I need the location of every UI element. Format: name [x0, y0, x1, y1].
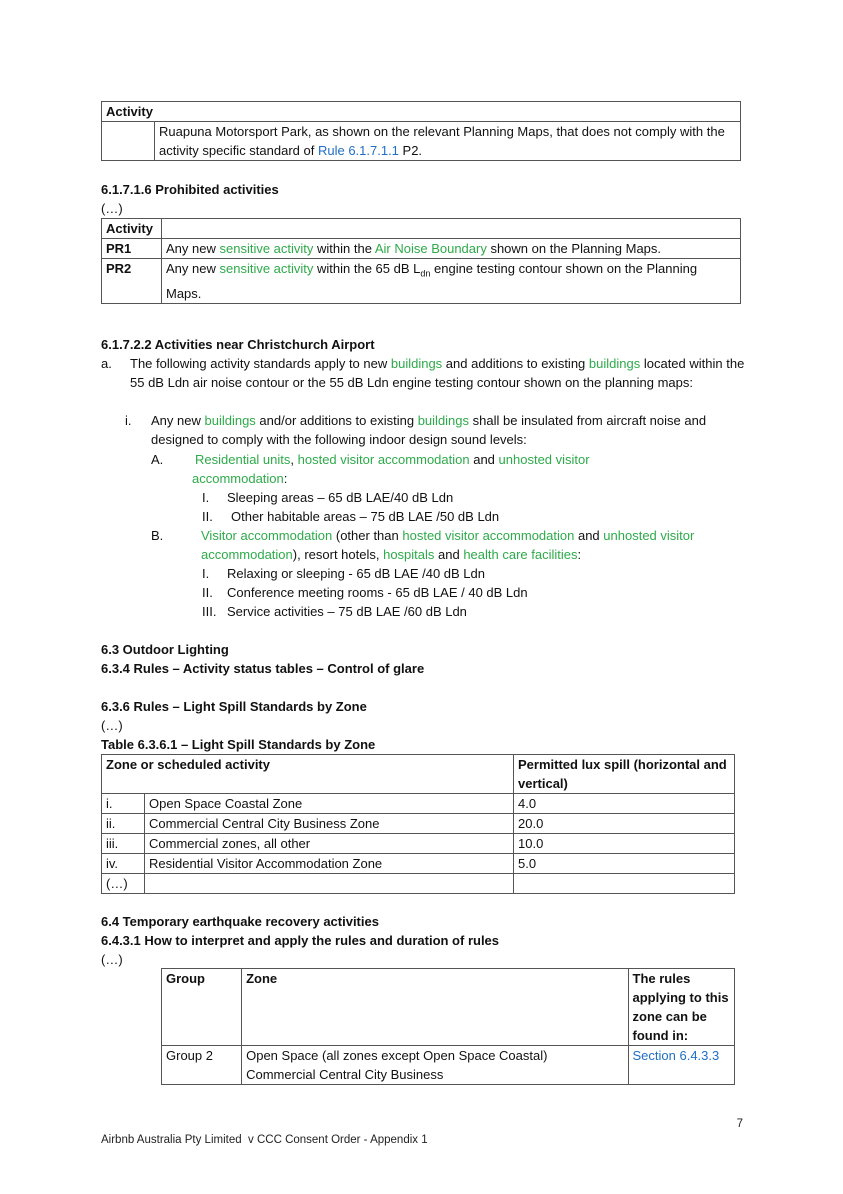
- list-marker: III.: [202, 604, 217, 619]
- paragraph-B: [201, 526, 721, 564]
- defined-term-link[interactable]: hospitals: [383, 547, 435, 562]
- lux-value: 4.0: [514, 794, 735, 814]
- table-row: [102, 122, 741, 161]
- list-item: Sleeping areas – 65 dB LAE/40 dB Ldn: [227, 490, 454, 505]
- table-header-empty: [162, 219, 741, 239]
- text-run: within the: [313, 241, 375, 256]
- defined-term-link[interactable]: hosted visitor accommodation: [297, 452, 470, 467]
- table-title: Table 6.3.6.1 – Light Spill Standards by Zone: [101, 737, 376, 752]
- earthquake-recovery-table: [161, 968, 735, 1085]
- table-cell: [155, 122, 741, 161]
- text-run: shown on the Planning Maps.: [486, 241, 662, 256]
- table-header: The rules applying to this zone can be found in:: [628, 969, 735, 1046]
- paragraph-A: [192, 450, 652, 488]
- lux-value: 10.0: [514, 834, 735, 854]
- defined-term-link[interactable]: sensitive activity: [219, 241, 314, 256]
- section-heading: 6.1.7.2.2 Activities near Christchurch Airport: [101, 337, 375, 352]
- list-marker: I.: [202, 490, 210, 505]
- defined-term-link[interactable]: Air Noise Boundary: [374, 241, 487, 256]
- defined-term-link[interactable]: buildings: [390, 356, 443, 371]
- text-run: engine testing contour shown on the Planning Maps.: [166, 261, 698, 301]
- table-row: [102, 794, 735, 814]
- zone-list: [242, 1046, 628, 1085]
- text-run: and/or additions to existing: [255, 413, 418, 428]
- list-item: Relaxing or sleeping - 65 dB LAE /40 dB Ldn: [227, 566, 486, 581]
- defined-term-link[interactable]: buildings: [588, 356, 641, 371]
- text-run: ), resort hotels,: [292, 547, 384, 562]
- light-spill-table: [101, 754, 735, 894]
- paragraph-i: [151, 411, 751, 449]
- section-heading: 6.4 Temporary earthquake recovery activities: [101, 914, 379, 929]
- zone-name: Open Space Coastal Zone: [145, 794, 514, 814]
- list-marker: II.: [202, 509, 213, 524]
- text-run: :: [283, 471, 288, 486]
- list-marker: A.: [151, 452, 164, 467]
- defined-term-link[interactable]: buildings: [417, 413, 470, 428]
- table-row: [102, 834, 735, 854]
- table-header: Zone: [242, 969, 628, 1046]
- table-header: Activity: [102, 219, 162, 239]
- defined-term-link[interactable]: Residential units: [195, 452, 291, 467]
- defined-term-link[interactable]: buildings: [204, 413, 256, 428]
- text-run: :: [577, 547, 582, 562]
- text-run: located within the 55 dB Ldn air noise contour or the 55 dB Ldn engine testing contour shown on the planning maps:: [130, 356, 745, 390]
- defined-term-link[interactable]: sensitive activity: [219, 261, 314, 276]
- text-run: and: [469, 452, 499, 467]
- table-row: [102, 239, 741, 259]
- section-heading: 6.4.3.1 How to interpret and apply the rules and duration of rules: [101, 933, 500, 948]
- row-number: (…): [102, 874, 145, 894]
- section-heading: 6.3.4 Rules – Activity status tables – Control of glare: [101, 661, 425, 676]
- list-marker: I.: [202, 566, 210, 581]
- rule-text: [162, 259, 741, 304]
- zone-name-empty: [145, 874, 514, 894]
- defined-term-link[interactable]: unhosted visitor accommodation: [192, 452, 590, 486]
- list-marker: B.: [151, 528, 164, 543]
- table-row: [102, 874, 735, 894]
- group-name: Group 2: [162, 1046, 242, 1085]
- zone-line: Commercial Central City Business: [246, 1067, 444, 1082]
- lux-value: 20.0: [514, 814, 735, 834]
- table-cell-empty: [102, 122, 155, 161]
- text-run: shall be insulated from aircraft noise and designed to comply with the following indoor design sound levels:: [151, 413, 707, 447]
- zone-name: Commercial Central City Business Zone: [145, 814, 514, 834]
- text-run: and: [574, 528, 604, 543]
- ellipsis: (…): [101, 952, 123, 967]
- defined-term-link[interactable]: unhosted visitor accommodation: [201, 528, 695, 562]
- list-item: Other habitable areas – 75 dB LAE /50 dB Ldn: [231, 509, 500, 524]
- list-marker: II.: [202, 585, 213, 600]
- row-number: iii.: [102, 834, 145, 854]
- rule-link[interactable]: Rule 6.1.7.1.1: [317, 143, 399, 158]
- paragraph-a: [130, 354, 750, 392]
- ellipsis: (…): [101, 201, 123, 216]
- table-row: [102, 259, 741, 304]
- rule-text: Ruapuna Motorsport Park, as shown on the relevant Planning Maps, that does not comply with the activity specific standard of: [159, 124, 725, 158]
- activity-table-ruapuna: [101, 101, 741, 161]
- table-header: Activity: [102, 102, 741, 122]
- lux-value: 5.0: [514, 854, 735, 874]
- section-heading: 6.3 Outdoor Lighting: [101, 642, 229, 657]
- zone-name: Commercial zones, all other: [145, 834, 514, 854]
- text-run: and additions to existing: [442, 356, 589, 371]
- text-run: Any new: [151, 413, 205, 428]
- table-row: [102, 814, 735, 834]
- text-run: within the 65 dB L: [313, 261, 421, 276]
- row-number: i.: [102, 794, 145, 814]
- row-number: iv.: [102, 854, 145, 874]
- table-header: Permitted lux spill (horizontal and vertical): [514, 755, 735, 794]
- text-run: The following activity standards apply to new: [130, 356, 391, 371]
- list-marker: a.: [101, 356, 112, 371]
- section-link[interactable]: Section 6.4.3.3: [628, 1046, 735, 1085]
- text-run: Any new: [166, 241, 220, 256]
- rule-text-end: P2.: [398, 143, 423, 158]
- text-run: ,: [290, 452, 298, 467]
- section-heading: 6.3.6 Rules – Light Spill Standards by Zone: [101, 699, 367, 714]
- footer-text: Airbnb Australia Pty Limited v CCC Consent Order - Appendix 1: [101, 1134, 428, 1146]
- rule-text: [162, 239, 741, 259]
- rule-id: PR2: [102, 259, 162, 304]
- list-item: Conference meeting rooms - 65 dB LAE / 40 dB Ldn: [227, 585, 528, 600]
- list-item: Service activities – 75 dB LAE /60 dB Ldn: [227, 604, 467, 619]
- defined-term-link[interactable]: health care facilities: [463, 547, 578, 562]
- list-marker: i.: [125, 413, 132, 428]
- page-number: 7: [736, 1118, 743, 1130]
- text-run: Any new: [166, 261, 220, 276]
- row-number: ii.: [102, 814, 145, 834]
- zone-name: Residential Visitor Accommodation Zone: [145, 854, 514, 874]
- text-run: (other than: [332, 528, 403, 543]
- lux-value-empty: [514, 874, 735, 894]
- section-heading: 6.1.7.1.6 Prohibited activities: [101, 182, 279, 197]
- zone-line: Open Space (all zones except Open Space Coastal): [246, 1048, 548, 1063]
- table-row: [102, 854, 735, 874]
- rule-id: PR1: [102, 239, 162, 259]
- text-run: and: [434, 547, 464, 562]
- prohibited-activities-table: [101, 218, 741, 304]
- table-header: Group: [162, 969, 242, 1046]
- table-row: [162, 1046, 735, 1085]
- defined-term-link[interactable]: Visitor accommodation: [201, 528, 333, 543]
- table-header: Zone or scheduled activity: [102, 755, 514, 794]
- defined-term-link[interactable]: hosted visitor accommodation: [402, 528, 575, 543]
- ellipsis: (…): [101, 718, 123, 733]
- subscript: dn: [420, 268, 431, 279]
